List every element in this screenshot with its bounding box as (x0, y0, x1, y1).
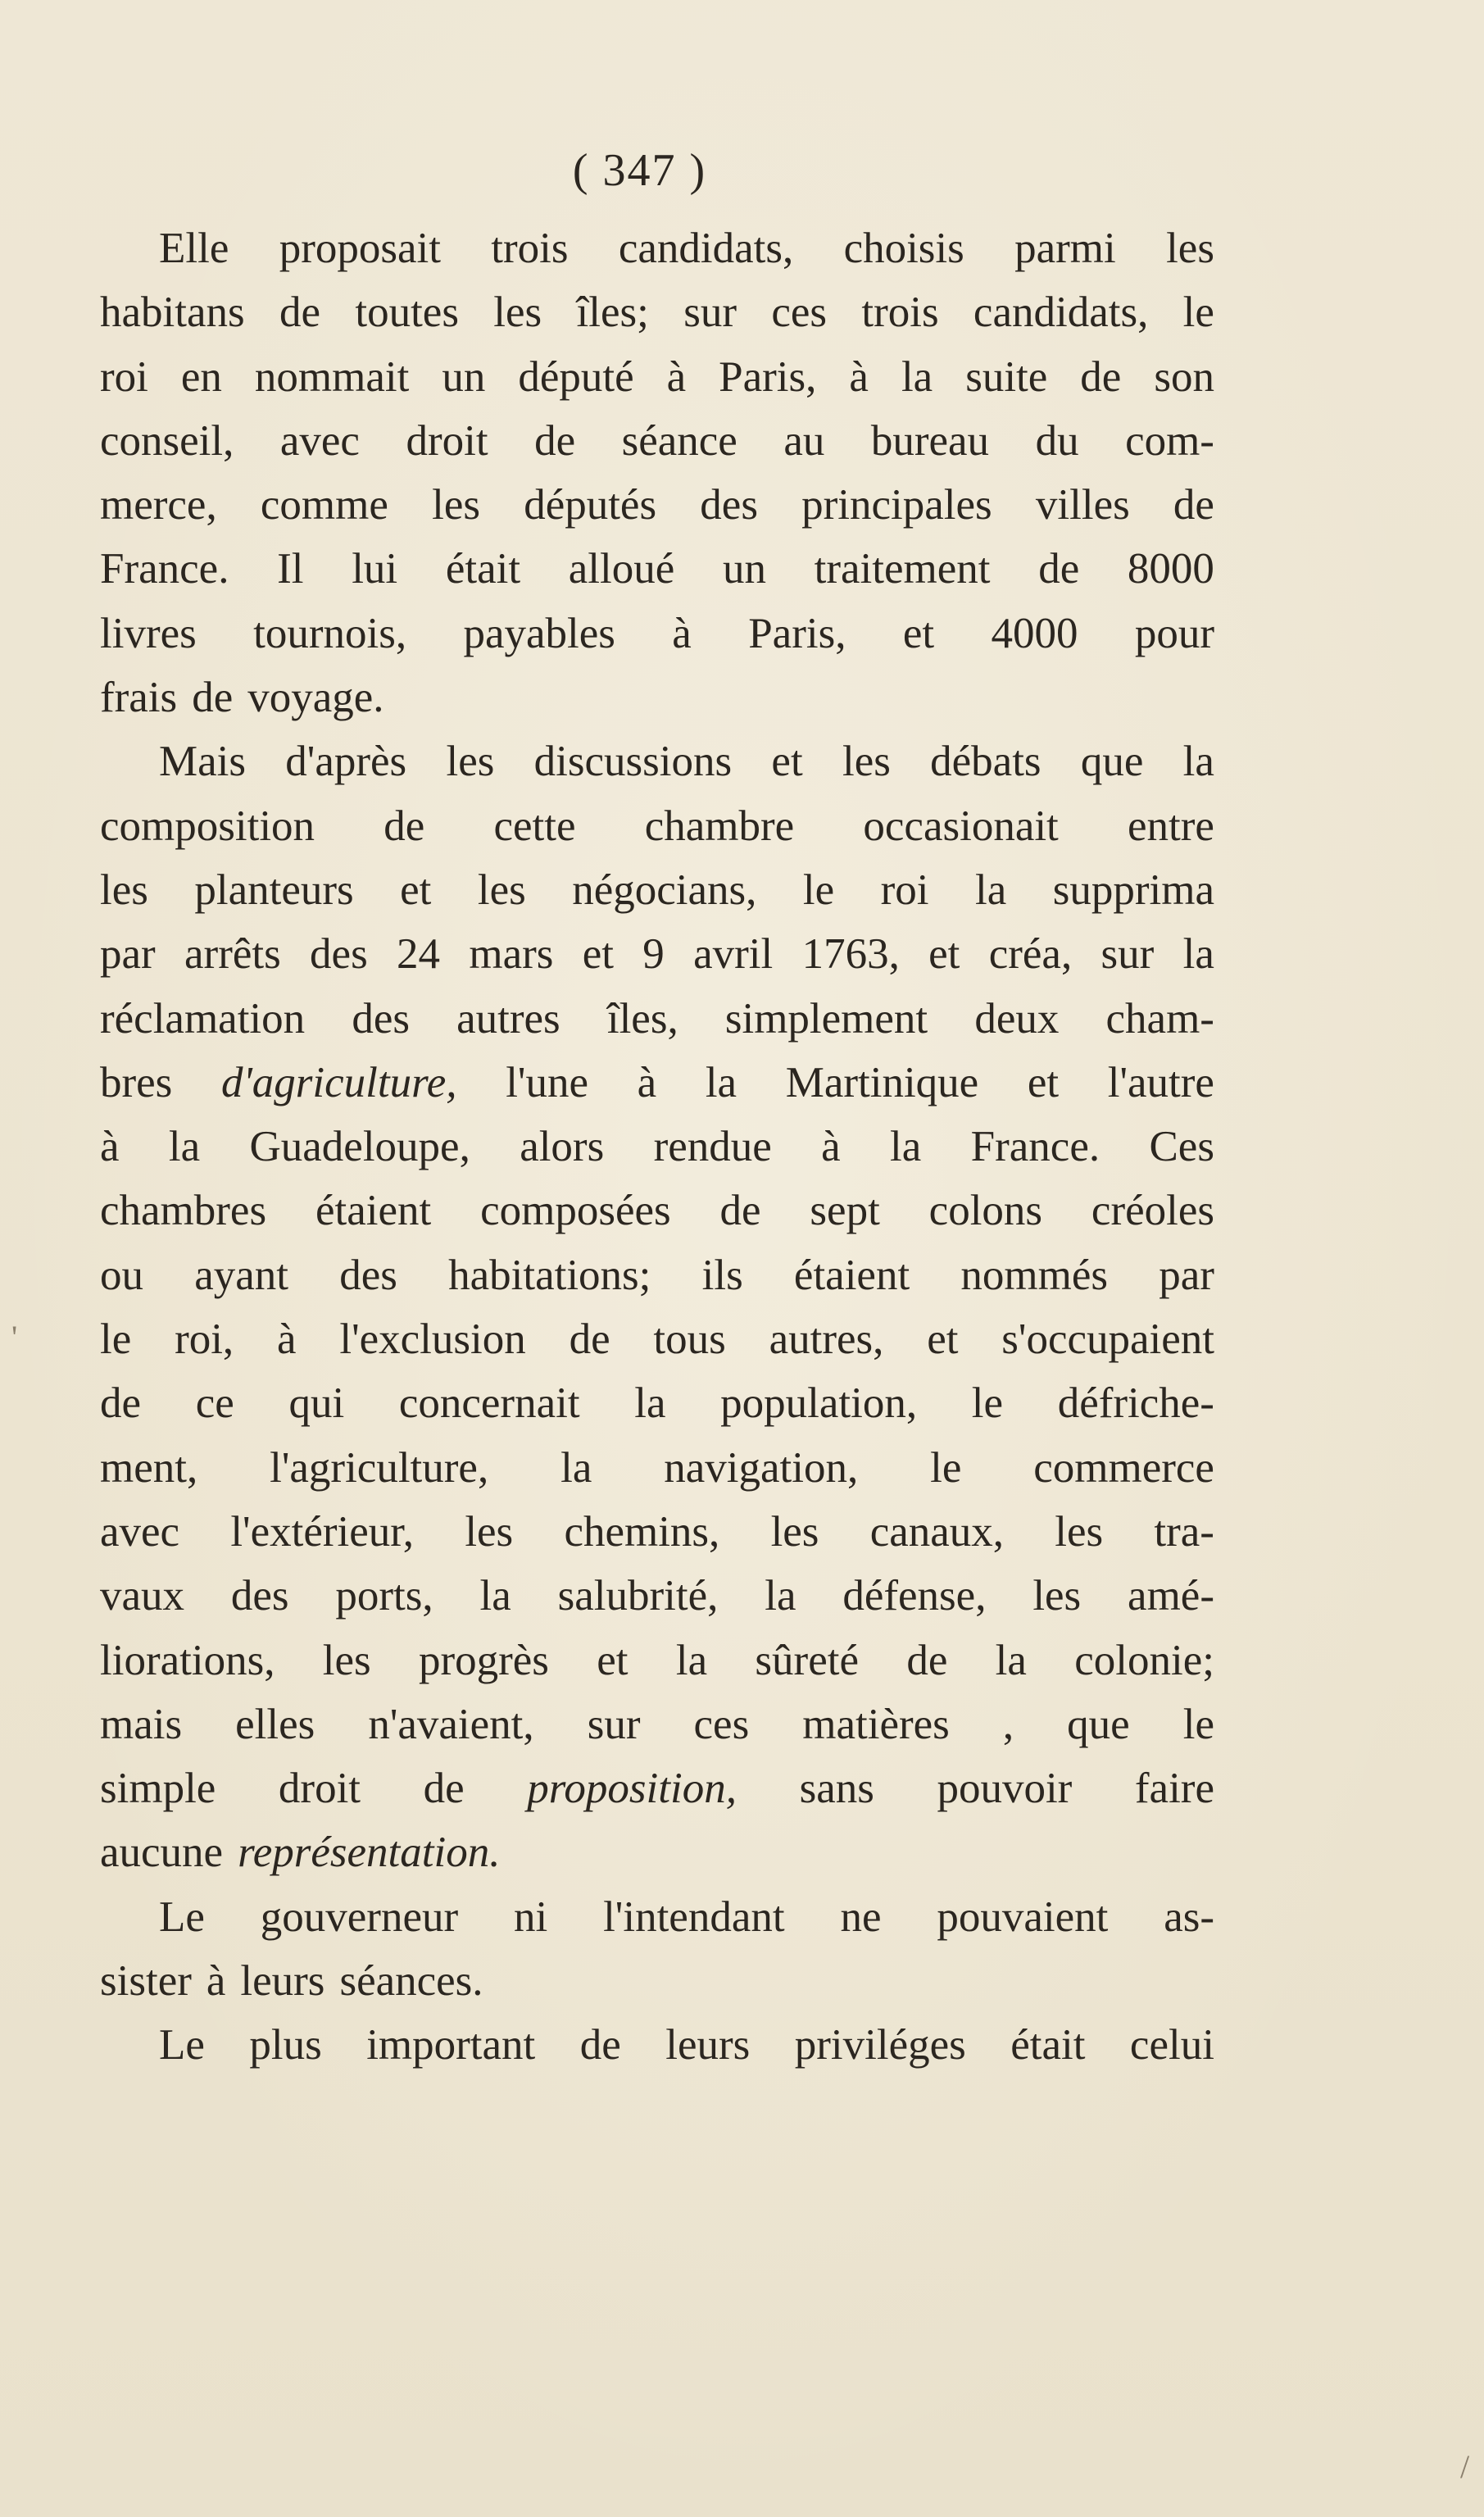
word: de (423, 1765, 465, 1813)
word: habitans (100, 289, 245, 337)
word: Ces (1149, 1123, 1214, 1171)
word: proposait (279, 225, 441, 272)
word: îles; (576, 289, 649, 337)
word: planteurs (194, 866, 354, 914)
text-line (100, 537, 1214, 601)
word: faire (1134, 1765, 1214, 1813)
word: des (352, 994, 410, 1043)
word: de (1173, 481, 1214, 529)
word: les (432, 481, 480, 529)
word: autres (456, 994, 560, 1043)
text-line (100, 794, 1214, 858)
word: et (597, 1636, 629, 1684)
word: la (675, 1636, 708, 1684)
word: as- (1164, 1892, 1214, 1941)
word: toutes (355, 289, 459, 337)
word: ces (693, 1700, 750, 1748)
word: avec (100, 1507, 180, 1556)
word: des (310, 930, 368, 979)
word: ment, (100, 1443, 198, 1492)
word: 4000 (991, 609, 1078, 657)
word: matières (802, 1700, 950, 1748)
word: mars (469, 930, 554, 979)
word: créoles (1091, 1187, 1214, 1235)
word: à (637, 1058, 657, 1106)
word: en (180, 352, 222, 401)
word: chambre (644, 802, 795, 850)
word: un (722, 545, 766, 593)
word: le (1182, 1700, 1214, 1748)
word: les (770, 1507, 819, 1556)
word: et (582, 930, 614, 979)
text-line (100, 1885, 1214, 1949)
word: de (1080, 352, 1122, 401)
text-line (100, 473, 1214, 537)
word: la (995, 1636, 1027, 1684)
word: séance (621, 416, 737, 465)
word: livres (100, 609, 197, 657)
word: leurs (240, 1957, 325, 2006)
word: des (339, 1251, 397, 1299)
word: payables (463, 609, 615, 657)
word: supprima (1052, 866, 1214, 914)
word: rendue (653, 1123, 772, 1171)
word: de (534, 416, 576, 465)
word: gouverneur (260, 1892, 459, 1941)
word: îles, (606, 994, 678, 1043)
word: n'avaient, (368, 1700, 534, 1748)
word: à (672, 609, 692, 657)
page-number: ( 347 ) (572, 145, 707, 196)
word: d'agriculture, (220, 1058, 457, 1106)
word: de (579, 2021, 621, 2069)
word: sur (683, 289, 737, 337)
word: à (277, 1315, 297, 1364)
word: la (1182, 738, 1214, 786)
word: composées (480, 1187, 671, 1235)
word: liorations, (100, 1636, 275, 1684)
word: et (771, 738, 803, 786)
word: de (1038, 545, 1080, 593)
word: navigation, (664, 1443, 859, 1492)
word: deux (974, 994, 1060, 1043)
word: l'exclusion (339, 1315, 526, 1364)
word: les (1166, 225, 1214, 272)
word: et (927, 1315, 959, 1364)
word: choisis (843, 225, 964, 272)
word: elles (235, 1700, 315, 1748)
word: et (928, 930, 960, 979)
text-line (100, 1436, 1214, 1500)
word: représentation. (238, 1829, 501, 1877)
word: tous (653, 1315, 726, 1364)
word: plus (249, 2021, 322, 2069)
word: conseil, (100, 416, 234, 465)
text-line (100, 1307, 1214, 1371)
word: ni (513, 1892, 548, 1941)
word: ayant (194, 1251, 288, 1299)
word: simple (100, 1765, 216, 1813)
word: séances. (339, 1957, 483, 2006)
word: Mais (159, 738, 246, 786)
word: pouvaient (937, 1892, 1109, 1941)
word: créa, (988, 930, 1073, 979)
word: 8000 (1127, 545, 1214, 593)
word: la (560, 1443, 592, 1492)
word: sister (100, 1957, 192, 2006)
word: de (192, 674, 234, 722)
word: à (100, 1123, 120, 1171)
word: alloué (568, 545, 675, 593)
word: parmi (1014, 225, 1116, 272)
word: et (400, 866, 432, 914)
text-line (100, 1179, 1214, 1243)
word: suite (965, 352, 1048, 401)
word: Elle (159, 225, 229, 272)
word: Il (277, 545, 304, 593)
word: sept (810, 1187, 880, 1235)
word: voyage. (247, 674, 384, 722)
word: concernait (398, 1379, 580, 1428)
word: les (465, 1507, 514, 1556)
word: la (479, 1572, 511, 1620)
word: un (442, 352, 486, 401)
word: 1763, (801, 930, 900, 979)
text-line (100, 1820, 1214, 1884)
word: que (1080, 738, 1144, 786)
word: de (719, 1187, 761, 1235)
word: ne (840, 1892, 882, 1941)
word: débats (930, 738, 1042, 786)
word: député (518, 352, 634, 401)
word: pouvoir (937, 1765, 1073, 1813)
word: au (783, 416, 825, 465)
word: Martinique (785, 1058, 979, 1106)
word: Paris, (719, 352, 817, 401)
word: réclamation (100, 994, 306, 1043)
word: députés (524, 481, 657, 529)
word: de (279, 289, 320, 337)
text-line (100, 602, 1214, 666)
word: s'occupaient (1001, 1315, 1214, 1364)
word: par (1159, 1251, 1214, 1299)
word: la (765, 1572, 796, 1620)
word: qui (288, 1379, 345, 1428)
word: bureau (870, 416, 990, 465)
text-line (100, 1051, 1214, 1115)
word: des (700, 481, 758, 529)
word: de (383, 802, 425, 850)
word: la (634, 1379, 666, 1428)
text-line (100, 666, 1214, 729)
word: tournois, (253, 609, 407, 657)
word: progrès (418, 1636, 549, 1684)
word: alors (520, 1123, 605, 1171)
word: amé- (1128, 1572, 1214, 1620)
word: occasionait (863, 802, 1059, 850)
word: et (902, 609, 935, 657)
word: tra- (1154, 1507, 1214, 1556)
word: frais (100, 674, 178, 722)
word: les (1055, 1507, 1104, 1556)
word: le (971, 1379, 1004, 1428)
text-line (100, 729, 1214, 793)
word: de (569, 1315, 610, 1364)
text-line (100, 922, 1214, 986)
word: étaient (793, 1251, 910, 1299)
word: d'après (285, 738, 407, 786)
word: avec (279, 416, 360, 465)
word: de (906, 1636, 948, 1684)
word: nommait (254, 352, 410, 401)
word: ils (701, 1251, 743, 1299)
word: simplement (724, 994, 928, 1043)
text-line (100, 987, 1214, 1051)
word: que (1067, 1700, 1130, 1748)
word: France. (100, 545, 229, 593)
word: bres (100, 1058, 173, 1106)
word: les (1032, 1572, 1082, 1620)
word: cette (493, 802, 576, 850)
word: le (1182, 289, 1214, 337)
word: était (445, 545, 521, 593)
text-line (100, 1371, 1214, 1435)
word: villes (1035, 481, 1130, 529)
word: comme (260, 481, 388, 529)
word: principales (801, 481, 992, 529)
word: aucune (100, 1829, 224, 1877)
word: France. (970, 1123, 1101, 1171)
word: leurs (665, 2021, 751, 2069)
word: droit (278, 1765, 361, 1813)
word: salubrité, (557, 1572, 719, 1620)
word: roi (880, 866, 929, 914)
word: sûreté (755, 1636, 859, 1684)
word: 24 (397, 930, 441, 979)
word: l'extérieur, (230, 1507, 415, 1556)
word: com- (1125, 416, 1214, 465)
word: lui (352, 545, 398, 593)
word: colons (928, 1187, 1043, 1235)
word: roi (100, 352, 148, 401)
word: négocians, (572, 866, 757, 914)
word: le (100, 1315, 132, 1364)
word: candidats, (618, 225, 794, 272)
word: chemins, (564, 1507, 720, 1556)
word: les (322, 1636, 371, 1684)
text-line (100, 1115, 1214, 1179)
text-line (100, 409, 1214, 473)
word: trois (861, 289, 939, 337)
word: ce (195, 1379, 234, 1428)
word: par (100, 930, 156, 979)
word: arrêts (184, 930, 281, 979)
word: colonie; (1074, 1636, 1214, 1684)
word: Guadeloupe, (249, 1123, 470, 1171)
word: nommés (960, 1251, 1108, 1299)
word: habitations; (448, 1251, 651, 1299)
word: ou (100, 1251, 143, 1299)
word: important (366, 2021, 536, 2069)
text-line (100, 858, 1214, 922)
word: trois (491, 225, 569, 272)
word: chambres (100, 1187, 267, 1235)
text-line (100, 280, 1214, 344)
word: à (206, 1957, 226, 2006)
text-line (100, 1243, 1214, 1307)
word: ports, (335, 1572, 433, 1620)
word: étaient (315, 1187, 432, 1235)
word: son (1154, 352, 1214, 401)
word: , (1002, 1700, 1014, 1748)
word: composition (100, 802, 315, 850)
word: l'une (506, 1058, 588, 1106)
word: vaux (100, 1572, 185, 1620)
text-line (100, 1629, 1214, 1692)
word: celui (1129, 2021, 1214, 2069)
word: proposition, (527, 1765, 737, 1813)
word: à (849, 352, 869, 401)
word: la (974, 866, 1007, 914)
word: discussions (533, 738, 733, 786)
word: les (477, 866, 526, 914)
text-line (100, 1949, 1214, 2013)
text-line (100, 1564, 1214, 1628)
word: la (890, 1123, 922, 1171)
word: défriche- (1057, 1379, 1214, 1428)
word: des (230, 1572, 289, 1620)
word: entre (1128, 802, 1214, 850)
word: cham- (1105, 994, 1214, 1043)
word: était (1010, 2021, 1086, 2069)
word: la (901, 352, 933, 401)
word: à (666, 352, 687, 401)
word: Paris, (748, 609, 846, 657)
word: avril (693, 930, 774, 979)
text-line (100, 1756, 1214, 1820)
margin-mark: / (1460, 2448, 1470, 2485)
word: ces (771, 289, 827, 337)
word: mais (100, 1700, 183, 1748)
word: les (446, 738, 495, 786)
text-line (100, 2013, 1214, 2077)
word: le (802, 866, 835, 914)
word: commerce (1033, 1443, 1214, 1492)
word: priviléges (794, 2021, 966, 2069)
word: les (842, 738, 891, 786)
word: le (930, 1443, 962, 1492)
word: candidats, (973, 289, 1149, 337)
word: merce, (100, 481, 217, 529)
word: sur (1101, 930, 1155, 979)
word: droit (406, 416, 488, 465)
word: la (168, 1123, 201, 1171)
text-line (100, 1500, 1214, 1564)
word: les (493, 289, 542, 337)
margin-mark: ' (11, 1319, 18, 1356)
word: du (1035, 416, 1079, 465)
word: la (705, 1058, 737, 1106)
word: pour (1134, 609, 1214, 657)
body-text (100, 216, 1214, 2078)
word: l'intendant (603, 1892, 785, 1941)
word: à (821, 1123, 841, 1171)
word: population, (720, 1379, 918, 1428)
word: l'autre (1107, 1058, 1214, 1106)
word: Le (159, 2021, 205, 2069)
word: de (100, 1379, 142, 1428)
word: sur (587, 1700, 641, 1748)
text-line (100, 1692, 1214, 1756)
word: défense, (842, 1572, 987, 1620)
word: et (1027, 1058, 1060, 1106)
word: la (1182, 930, 1214, 979)
word: traitement (814, 545, 991, 593)
word: Le (159, 1892, 205, 1941)
word: autres, (769, 1315, 884, 1364)
word: canaux, (869, 1507, 1005, 1556)
word: roi, (175, 1315, 234, 1364)
text-line (100, 345, 1214, 409)
word: l'agriculture, (270, 1443, 489, 1492)
word: 9 (642, 930, 665, 979)
word: sans (799, 1765, 874, 1813)
word: les (100, 866, 148, 914)
text-line (100, 216, 1214, 280)
